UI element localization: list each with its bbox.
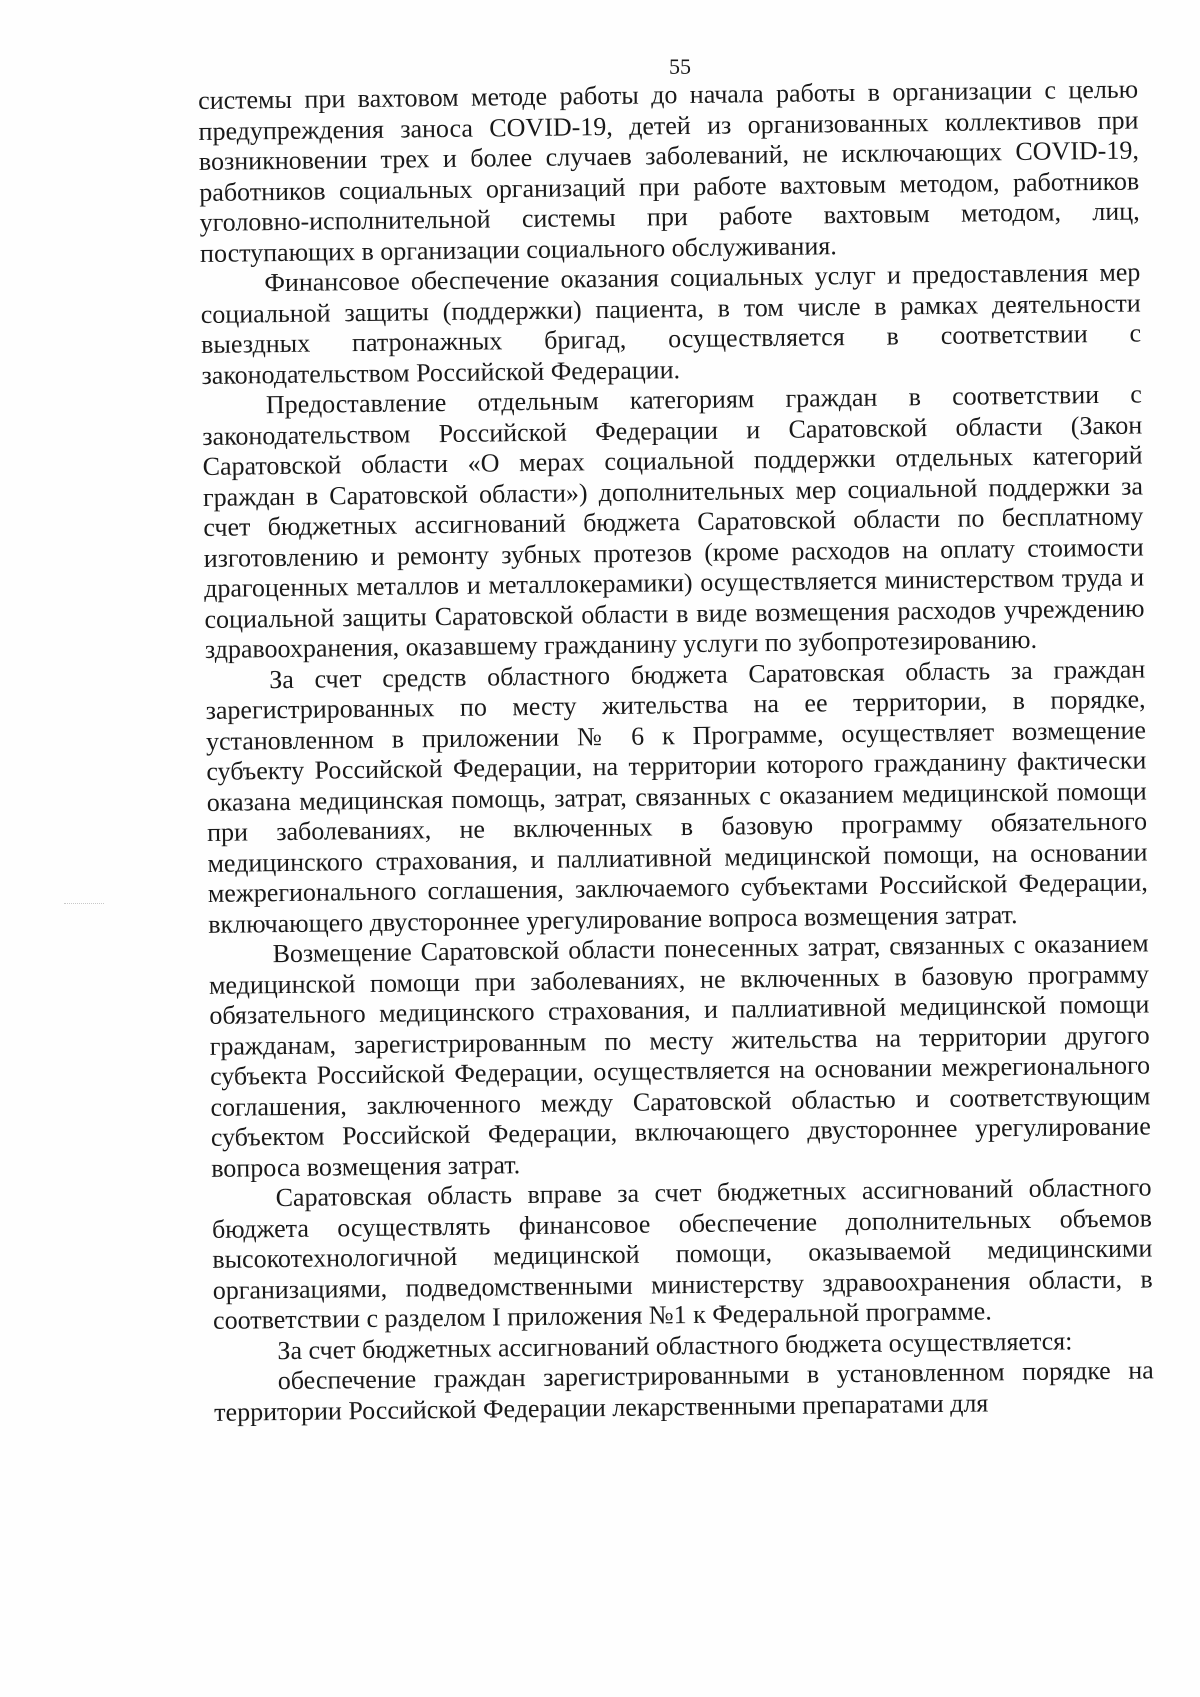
paragraph-high-tech-care: Саратовская область вправе за счет бюджетных ассигнований областного бюджета осуществлять финансовое обеспечение дополнительных объемов высокотехнологичной медицинской помощи, оказываемой медицинскими организациями, подведомственными министерству здравоохранения области, в соответствии с разделом I приложения №1 к Федеральной программе. <box>211 1172 1153 1335</box>
paragraph-cost-compensation: Возмещение Саратовской области понесенных затрат, связанных с оказанием медицинской помощи при заболеваниях, не включенных в базовую программу обязательного медицинского страхования, и паллиативной медицинской помощи гражданам, зарегистрированным по месту жительства на территории другого субъекта Российской Федерации, осуществляется на основании межрегионального соглашения, заключенного между Саратовской областью и соответствующим субъектом Российской Федерации, включающего двустороннее урегулирование вопроса возмещения затрат. <box>208 928 1151 1183</box>
page-number: 55 <box>669 54 691 79</box>
document-body <box>198 75 1154 1428</box>
margin-scan-mark <box>64 903 104 904</box>
paragraph-dental-prosthetics: Предоставление отдельным категориям граждан в соответствии с законодательством Российской Федерации и Саратовской области (Закон Саратовской области «О мерах социальной поддержки отдельных категорий граждан в Саратовской области») дополнительных мер социальной поддержки за счет бюджетных ассигнований бюджета Саратовской области по бесплатному изготовлению и ремонту зубных протезов (кроме расходов на оплату стоимости драгоценных металлов и металлокерамики) осуществляется министерством труда и социальной защиты Саратовской области в виде возмещения расходов учреждению здравоохранения, оказавшему гражданину услуги по зубопротезированию. <box>202 379 1145 664</box>
paragraph-continuation: системы при вахтовом методе работы до начала работы в организации с целью предупреждения заноса COVID-19, детей из организованных коллективов при возникновении трех и более случаев заболеваний, не исключающих COVID-19, работников социальных организаций при работе вахтовым методом, работников уголовно-исполнительной системы при работе вахтовым методом, лиц, поступающих в организации социального обслуживания. <box>198 74 1140 268</box>
paragraph-financial-support: Финансовое обеспечение оказания социальных услуг и предоставления мер социальной защиты (поддержки) пациента, в том числе в рамках деятельности выездных патронажных бригад, осуществляется в соответствии с законодательством Российской Федерации. <box>200 257 1142 390</box>
paragraph-regional-reimbursement: За счет средств областного бюджета Саратовская область за граждан зарегистрированных по месту жительства на ее территории, в порядке, установленном в приложении № 6 к Программе, осуществляет возмещение субъекту Российской Федерации, на территории которого гражданину фактически оказана медицинская помощь, затрат, связанных с оказанием медицинской помощи при заболеваниях, не включенных в базовую программу обязательного медицинского страхования, и паллиативной медицинской помощи, на основании межрегионального соглашения, заключаемого субъектами Российской Федерации, включающего двустороннее урегулирование вопроса возмещения затрат. <box>205 653 1148 939</box>
paragraph-budget-intro: За счет бюджетных ассигнований областного бюджета осуществляется: <box>277 1325 1073 1365</box>
paragraph-drug-provision: обеспечение граждан зарегистрированными в установленном порядке на территории Российской Федерации лекарственными препаратами для <box>214 1355 1154 1427</box>
